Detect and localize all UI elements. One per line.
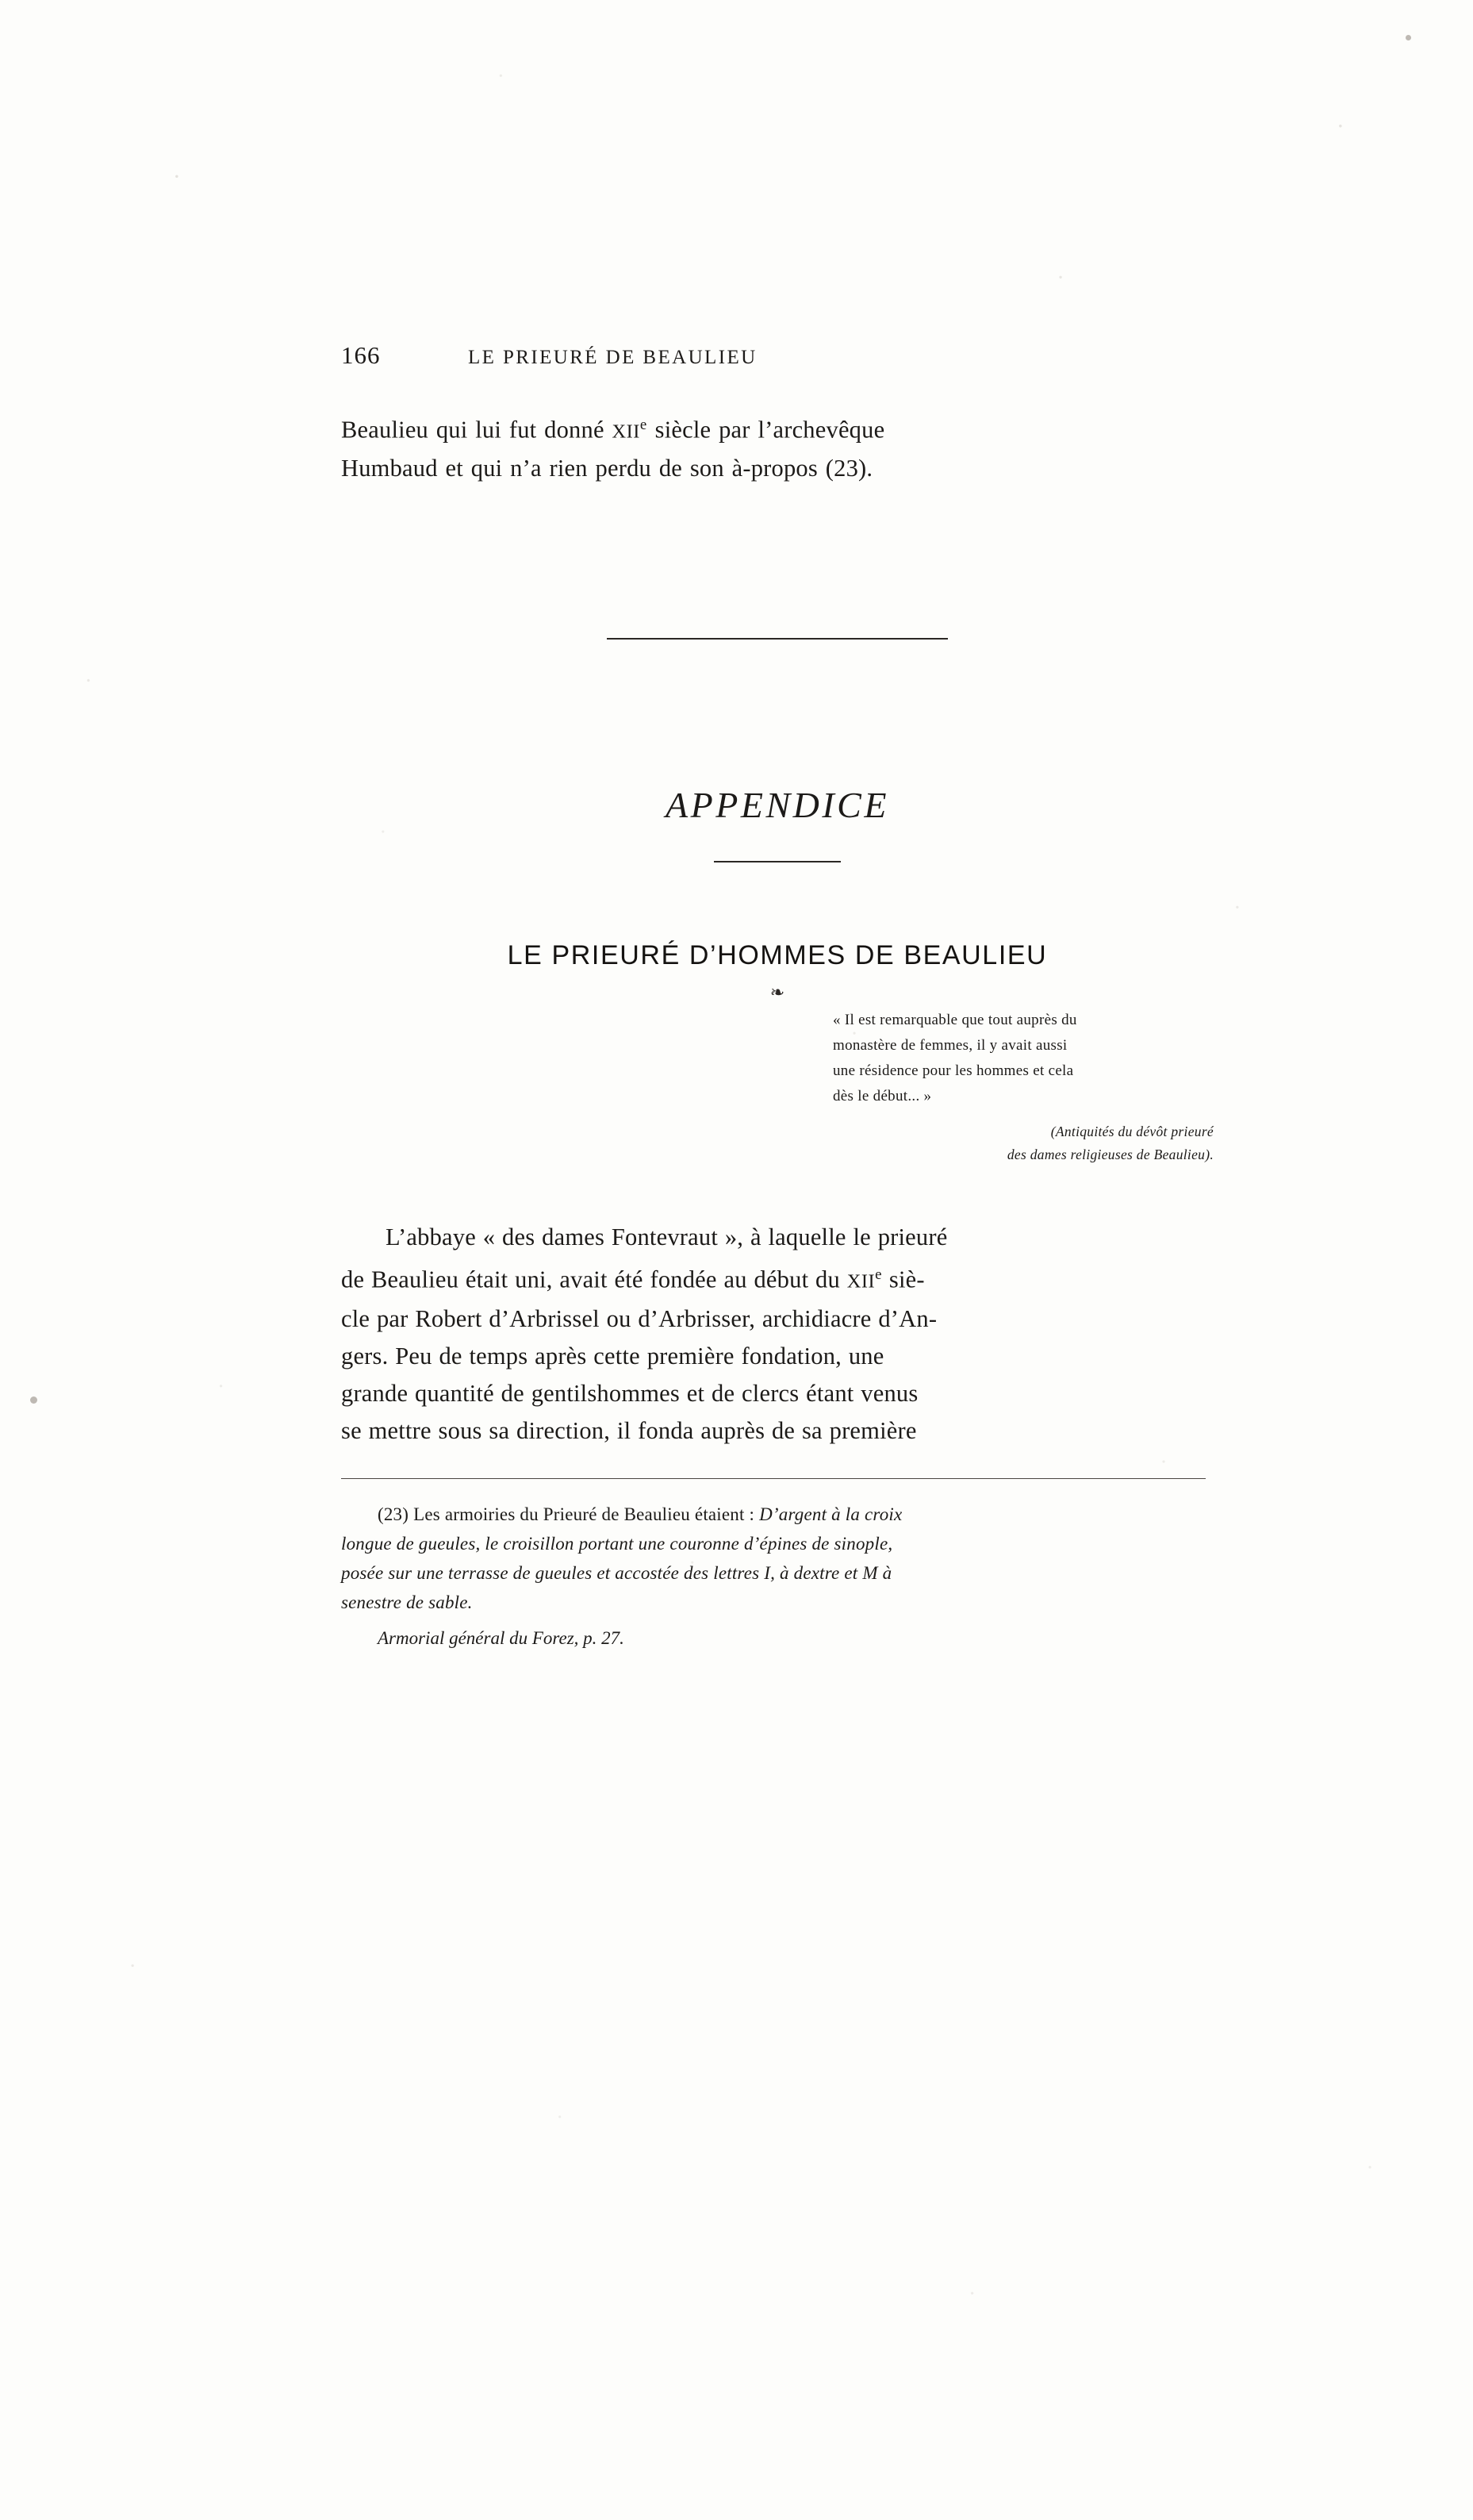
page-content [341, 341, 1214, 1653]
section-heading: LE PRIEURÉ D’HOMMES DE BEAULIEU [507, 940, 1048, 971]
footnote-blazon-1: D’argent à la croix [759, 1504, 903, 1524]
epigraph [833, 1008, 1214, 1166]
top-paragraph-century-numeral: XII [612, 421, 640, 443]
page-number: 166 [341, 341, 381, 369]
epigraph-line-3: une résidence pour les hommes et cela [833, 1062, 1074, 1080]
epigraph-line-1: « Il est remarquable que tout auprès du [833, 1012, 1077, 1029]
top-paragraph-line2: Humbaud et qui n’a rien perdu de son à-propos (23). [341, 455, 873, 482]
footnote-blazon-2: longue de gueules, le croisillon portant une couronne d’épines de sinople, [341, 1533, 893, 1554]
body-line-2-a: de Beaulieu était uni, avait été fondée au début du [341, 1266, 847, 1293]
body-paragraph [341, 1219, 1214, 1449]
footnote-line-2 [341, 1529, 1214, 1558]
section-divider-rule [607, 638, 948, 640]
footnote-reference: Armorial général du Forez, p. 27. [378, 1627, 624, 1648]
footnote-line-4 [341, 1588, 1214, 1617]
epigraph-source-line-1: (Antiquités du dévôt prieuré [1050, 1124, 1214, 1140]
epigraph-line-2: monastère de femmes, il y avait aussi [833, 1037, 1068, 1054]
top-paragraph-line1-a: Beaulieu qui lui fut donné [341, 416, 612, 444]
running-head [341, 341, 1214, 373]
stray-mark [30, 1396, 37, 1404]
footnote-marker-text: (23) Les armoiries du Prieuré de Beaulieu étaient : [378, 1504, 760, 1524]
body-line-2 [341, 1256, 1214, 1300]
top-paragraph [341, 406, 1214, 487]
appendice-title: APPENDICE [666, 785, 889, 826]
footnote-blazon-3: posée sur une terrasse de gueules et accostée des lettres I, à dextre et M à [341, 1562, 892, 1583]
body-line-4: gers. Peu de temps après cette première fondation, une [341, 1342, 884, 1369]
epigraph-source [833, 1120, 1214, 1166]
body-century-suffix: e [875, 1266, 883, 1284]
running-head-title: LE PRIEURÉ DE BEAULIEU [468, 347, 758, 368]
top-paragraph-line1-b: siècle par l’archevêque [646, 416, 885, 444]
body-line-2-b: siè- [882, 1266, 925, 1293]
body-line-5: grande quantité de gentilshommes et de clercs étant venus [341, 1379, 919, 1407]
footnote-line-1 [341, 1500, 1214, 1529]
footnote-blazon-4: senestre de sable. [341, 1592, 473, 1612]
appendice-divider-rule [714, 861, 841, 862]
body-century-numeral: XII [846, 1270, 876, 1293]
footnote-separator-rule [341, 1478, 1206, 1479]
epigraph-line-4: dès le début... » [833, 1088, 932, 1105]
flourish-ornament-icon: ❧ [769, 982, 785, 1003]
body-line-3: cle par Robert d’Arbrissel ou d’Arbrisser, archidiacre d’An- [341, 1304, 938, 1332]
top-paragraph-century-suffix: e [639, 417, 647, 433]
body-line-6: se mettre sous sa direction, il fonda auprès de sa première [341, 1416, 917, 1444]
body-line-1: L’abbaye « des dames Fontevraut », à laquelle le prieuré [386, 1224, 948, 1251]
stray-mark [1406, 35, 1411, 40]
footnote [341, 1500, 1214, 1617]
epigraph-source-line-2: des dames religieuses de Beaulieu). [1007, 1147, 1214, 1163]
footnote-line-3 [341, 1558, 1214, 1588]
